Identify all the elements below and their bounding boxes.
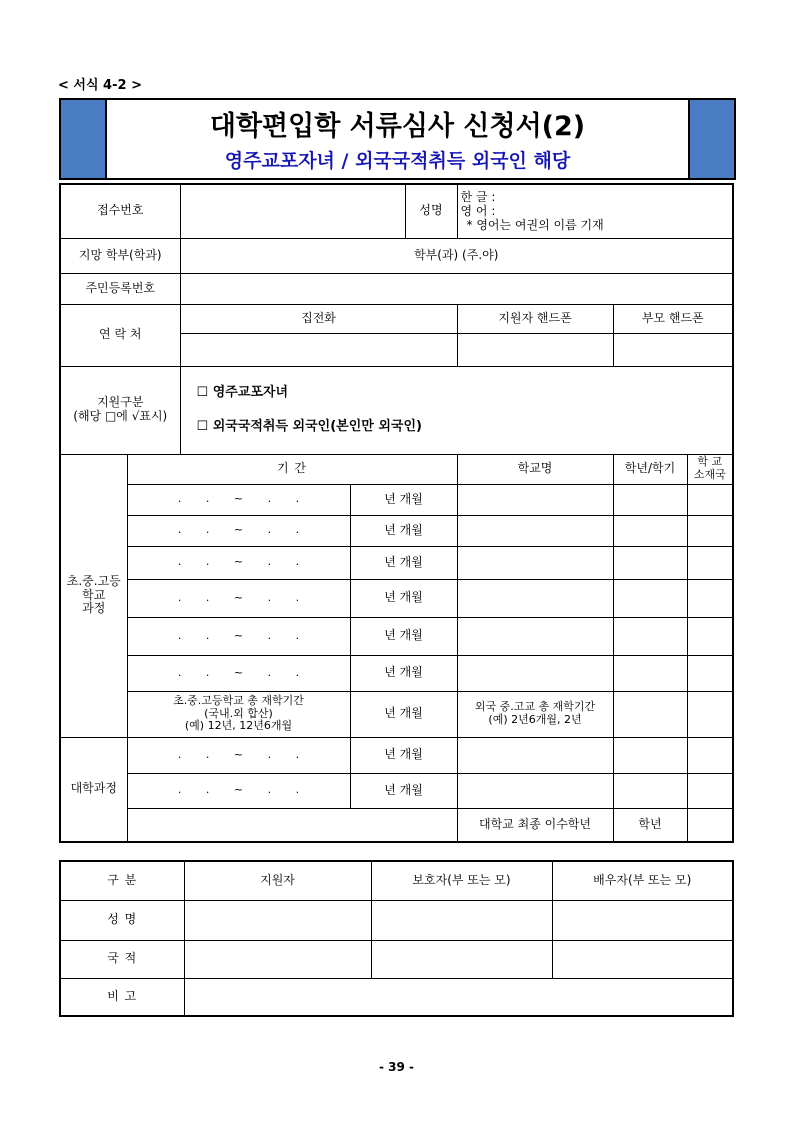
applicant-name-input[interactable]: [184, 900, 371, 940]
receipt-input[interactable]: [180, 184, 405, 238]
duration-cell[interactable]: 년 개월: [350, 655, 457, 691]
english-name-note: * 영어는 여권의 이름 기재: [466, 218, 604, 233]
parent-mobile-label: 부모 핸드폰: [613, 304, 733, 333]
category-label-main: 지원구분: [97, 395, 144, 410]
spouse-name-input[interactable]: [552, 900, 733, 940]
major-value: 학부(과) (주.야): [414, 247, 499, 262]
period-input[interactable]: . . ~ . .: [127, 484, 350, 515]
id-number-label: 주민등록번호: [60, 273, 180, 304]
parent-mobile-input[interactable]: [613, 333, 733, 366]
final-grade-unit[interactable]: 학년: [613, 808, 687, 842]
country-input[interactable]: [687, 579, 733, 617]
table-row: [60, 484, 733, 515]
country-input[interactable]: [687, 737, 733, 773]
family-nationality-label: 국 적: [60, 940, 184, 978]
school-name-input[interactable]: [457, 773, 613, 808]
grade-input[interactable]: [613, 546, 687, 579]
title-banner: [59, 98, 736, 180]
grade-input[interactable]: [613, 617, 687, 655]
family-spouse-header: 배우자(부 또는 모): [552, 861, 733, 900]
contact-label: 연 락 처: [60, 304, 180, 366]
family-category-header: 구 분: [60, 861, 184, 900]
form-number: < 서식 4-2 >: [58, 78, 142, 93]
final-grade-input[interactable]: [687, 808, 733, 842]
school-name-input[interactable]: [457, 617, 613, 655]
country-input[interactable]: [687, 655, 733, 691]
grade-input[interactable]: [613, 579, 687, 617]
grade-input[interactable]: [613, 655, 687, 691]
grade-input[interactable]: [613, 484, 687, 515]
category-label-hint: (해당 □에 √표시): [73, 409, 168, 423]
name-input[interactable]: [457, 184, 733, 238]
category-label: [60, 366, 180, 454]
table-row: [60, 579, 733, 617]
table-row: [60, 808, 733, 842]
total-duration-cell[interactable]: 년 개월: [350, 691, 457, 737]
period-input[interactable]: . . ~ . .: [127, 546, 350, 579]
college-blank-cell: [127, 808, 457, 842]
country-input[interactable]: [687, 484, 733, 515]
school-course-label: 초.중.고등 학교 과정: [60, 454, 127, 737]
name-label: 성명: [405, 184, 457, 238]
grade-input[interactable]: [613, 773, 687, 808]
total-school-line-3: (예) 12년, 12년6개월: [184, 719, 293, 733]
category-options: [180, 366, 733, 454]
country-header: [687, 454, 733, 484]
page-number: - 39 -: [378, 1060, 414, 1074]
final-grade-label: 대학교 최종 이수학년: [457, 808, 613, 842]
page-title: 대학편입학 서류심사 신청서(2): [209, 111, 586, 142]
foreign-total-label: [457, 691, 613, 737]
college-course-label: 대학과정: [60, 737, 127, 842]
grade-header: 학년/학기: [613, 454, 687, 484]
period-input[interactable]: . . ~ . .: [127, 773, 350, 808]
checkbox-icon[interactable]: ☐: [196, 385, 209, 400]
period-input[interactable]: . . ~ . .: [127, 579, 350, 617]
country-input[interactable]: [687, 773, 733, 808]
family-remarks-label: 비 고: [60, 978, 184, 1016]
table-row: [60, 773, 733, 808]
country-input[interactable]: [687, 617, 733, 655]
school-name-input[interactable]: [457, 579, 613, 617]
period-input[interactable]: . . ~ . .: [127, 515, 350, 546]
country-input[interactable]: [687, 515, 733, 546]
country-header-1: 학 교: [697, 455, 723, 469]
korean-name-label: 한 글 :: [460, 190, 496, 205]
table-row: [60, 546, 733, 579]
applicant-mobile-label: 지원자 핸드폰: [457, 304, 613, 333]
grade-input[interactable]: [613, 515, 687, 546]
period-input[interactable]: . . ~ . .: [127, 655, 350, 691]
page-subtitle: 영주교포자녀 / 외국국적취득 외국인 해당: [224, 150, 571, 172]
foreign-total-line-1: 외국 중.고교 총 재학기간: [474, 700, 596, 714]
duration-cell[interactable]: 년 개월: [350, 773, 457, 808]
receipt-label: 접수번호: [60, 184, 180, 238]
remarks-input[interactable]: [184, 978, 733, 1016]
table-row: [60, 655, 733, 691]
option-2-label: 외국국적취득 외국인(본인만 외국인): [212, 419, 422, 434]
foreign-total-line-2: (예) 2년6개월, 2년: [488, 713, 582, 726]
period-input[interactable]: . . ~ . .: [127, 617, 350, 655]
foreign-total-input[interactable]: [613, 691, 687, 737]
family-name-label: 성 명: [60, 900, 184, 940]
table-row: [60, 737, 733, 773]
total-school-period-label: [127, 691, 350, 737]
school-name-input[interactable]: [457, 655, 613, 691]
home-phone-label: 집전화: [180, 304, 457, 333]
duration-cell[interactable]: 년 개월: [350, 617, 457, 655]
duration-cell[interactable]: 년 개월: [350, 737, 457, 773]
checkbox-icon[interactable]: ☐: [196, 419, 209, 434]
period-header: 기 간: [127, 454, 457, 484]
guardian-name-input[interactable]: [371, 900, 552, 940]
applicant-nationality-input[interactable]: [184, 940, 371, 978]
major-label: 지망 학부(학과): [60, 238, 180, 273]
total-school-line-2: (국내.외 합산): [204, 706, 273, 720]
option-1-label: 영주교포자녀: [212, 385, 289, 400]
period-input[interactable]: . . ~ . .: [127, 737, 350, 773]
school-name-input[interactable]: [457, 737, 613, 773]
country-input[interactable]: [687, 546, 733, 579]
family-table: [59, 860, 734, 1017]
english-name-label: 영 어 :: [460, 204, 496, 219]
family-guardian-header: 보호자(부 또는 모): [371, 861, 552, 900]
school-name-input[interactable]: [457, 515, 613, 546]
table-row: [60, 515, 733, 546]
duration-cell[interactable]: 년 개월: [350, 579, 457, 617]
country-header-2: 소재국: [693, 468, 726, 481]
option-permanent-resident[interactable]: [197, 376, 733, 410]
applicant-mobile-input[interactable]: [457, 333, 613, 366]
school-name-header: 학교명: [457, 454, 613, 484]
table-row: [60, 691, 733, 737]
total-school-line-1: 초.중.고등학교 총 재학기간: [173, 694, 304, 708]
table-row: [60, 617, 733, 655]
duration-cell[interactable]: 년 개월: [350, 546, 457, 579]
application-table: [59, 183, 734, 843]
school-name-input[interactable]: [457, 546, 613, 579]
spouse-nationality-input[interactable]: [552, 940, 733, 978]
home-phone-input[interactable]: [180, 333, 457, 366]
guardian-nationality-input[interactable]: [371, 940, 552, 978]
foreign-total-input-2[interactable]: [687, 691, 733, 737]
id-number-input[interactable]: [180, 273, 733, 304]
family-applicant-header: 지원자: [184, 861, 371, 900]
duration-cell[interactable]: 년 개월: [350, 515, 457, 546]
option-foreign-citizen[interactable]: [197, 410, 733, 444]
duration-cell[interactable]: 년 개월: [350, 484, 457, 515]
grade-input[interactable]: [613, 737, 687, 773]
school-name-input[interactable]: [457, 484, 613, 515]
major-input[interactable]: [180, 238, 733, 273]
